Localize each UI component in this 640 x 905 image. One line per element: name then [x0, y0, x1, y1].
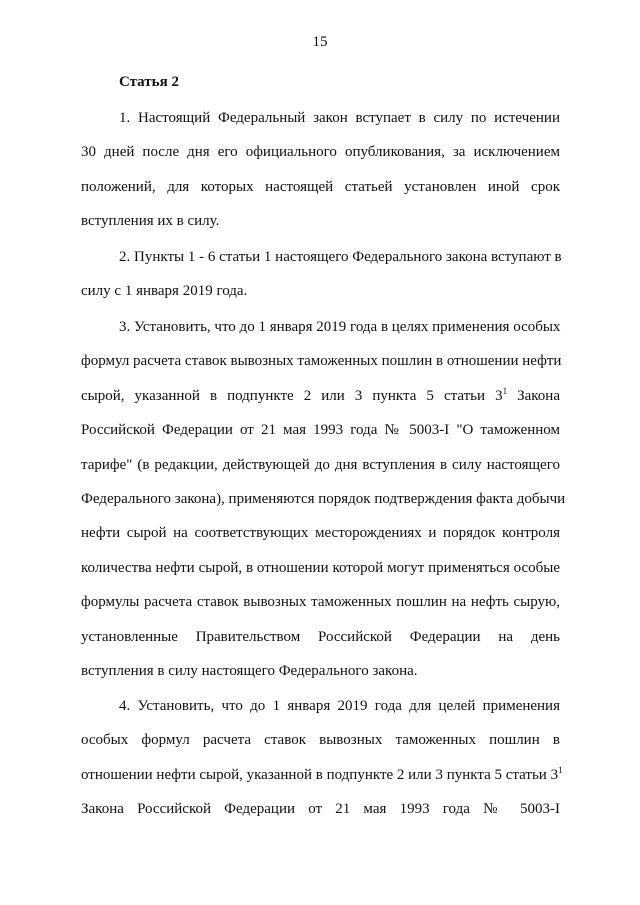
paragraph-line: 30 дней после дня его официального опубликования, за исключением [81, 144, 560, 161]
paragraph-3 [81, 310, 566, 688]
paragraph-line: количества нефти сырой, в отношении которой могут применяться особые [81, 559, 560, 576]
paragraph-line: положений, для которых настоящей статьей установлен иной срок [81, 178, 560, 195]
paragraph-2 [81, 240, 560, 309]
paragraph-line: Российской Федерации от 21 мая 1993 года № 5003-I "О таможенном [81, 422, 560, 439]
superscript: 1 [558, 764, 563, 775]
line-text: сырой, указанной в подпункте 2 или 3 пункта 5 статьи 3 [81, 387, 503, 404]
paragraph-4 [81, 689, 563, 827]
paragraph-line: вступления их в силу. [81, 213, 220, 230]
paragraph-line-with-superscript [81, 379, 560, 413]
paragraph-line: силу с 1 января 2019 года. [81, 283, 248, 300]
paragraph-line: формул расчета ставок вывозных таможенных пошлин в отношении нефти [81, 353, 562, 370]
paragraph-line-with-superscript [81, 758, 563, 792]
paragraph-line: 2. Пункты 1 - 6 статьи 1 настоящего Федерального закона вступают в [119, 249, 562, 265]
paragraph-line: вступления в силу настоящего Федерального закона. [81, 662, 418, 679]
page-number: 15 [312, 34, 328, 50]
line-text: отношении нефти сырой, указанной в подпункте 2 или 3 пункта 5 статьи 3 [81, 766, 559, 783]
paragraph-line: нефти сырой на соответствующих месторождениях и порядок контроля [81, 525, 560, 542]
paragraph-line: особых формул расчета ставок вывозных таможенных пошлин в [81, 732, 560, 749]
paragraph-line: Закона Российской Федерации от 21 мая 1993 года № 5003-I [81, 801, 560, 818]
paragraph-line: тарифе" (в редакции, действующей до дня вступления в силу настоящего [81, 456, 560, 473]
paragraph-line: формулы расчета ставок вывозных таможенных пошлин на нефть сырую, [81, 594, 560, 611]
paragraph-line: Федерального закона), применяются порядок подтверждения факта добычи [81, 490, 566, 507]
article-title: Статья 2 [119, 74, 179, 90]
paragraph-line: 4. Установить, что до 1 января 2019 года для целей применения [119, 698, 560, 714]
paragraph-line: 1. Настоящий Федеральный закон вступает в силу по истечении [119, 110, 560, 126]
paragraph-line: установленные Правительством Российской Федерации на день [81, 628, 560, 645]
paragraph-line: 3. Установить, что до 1 января 2019 года в целях применения особых [119, 319, 561, 335]
paragraph-1 [81, 101, 560, 239]
superscript: 1 [502, 385, 508, 396]
line-text: Закона [507, 387, 560, 404]
